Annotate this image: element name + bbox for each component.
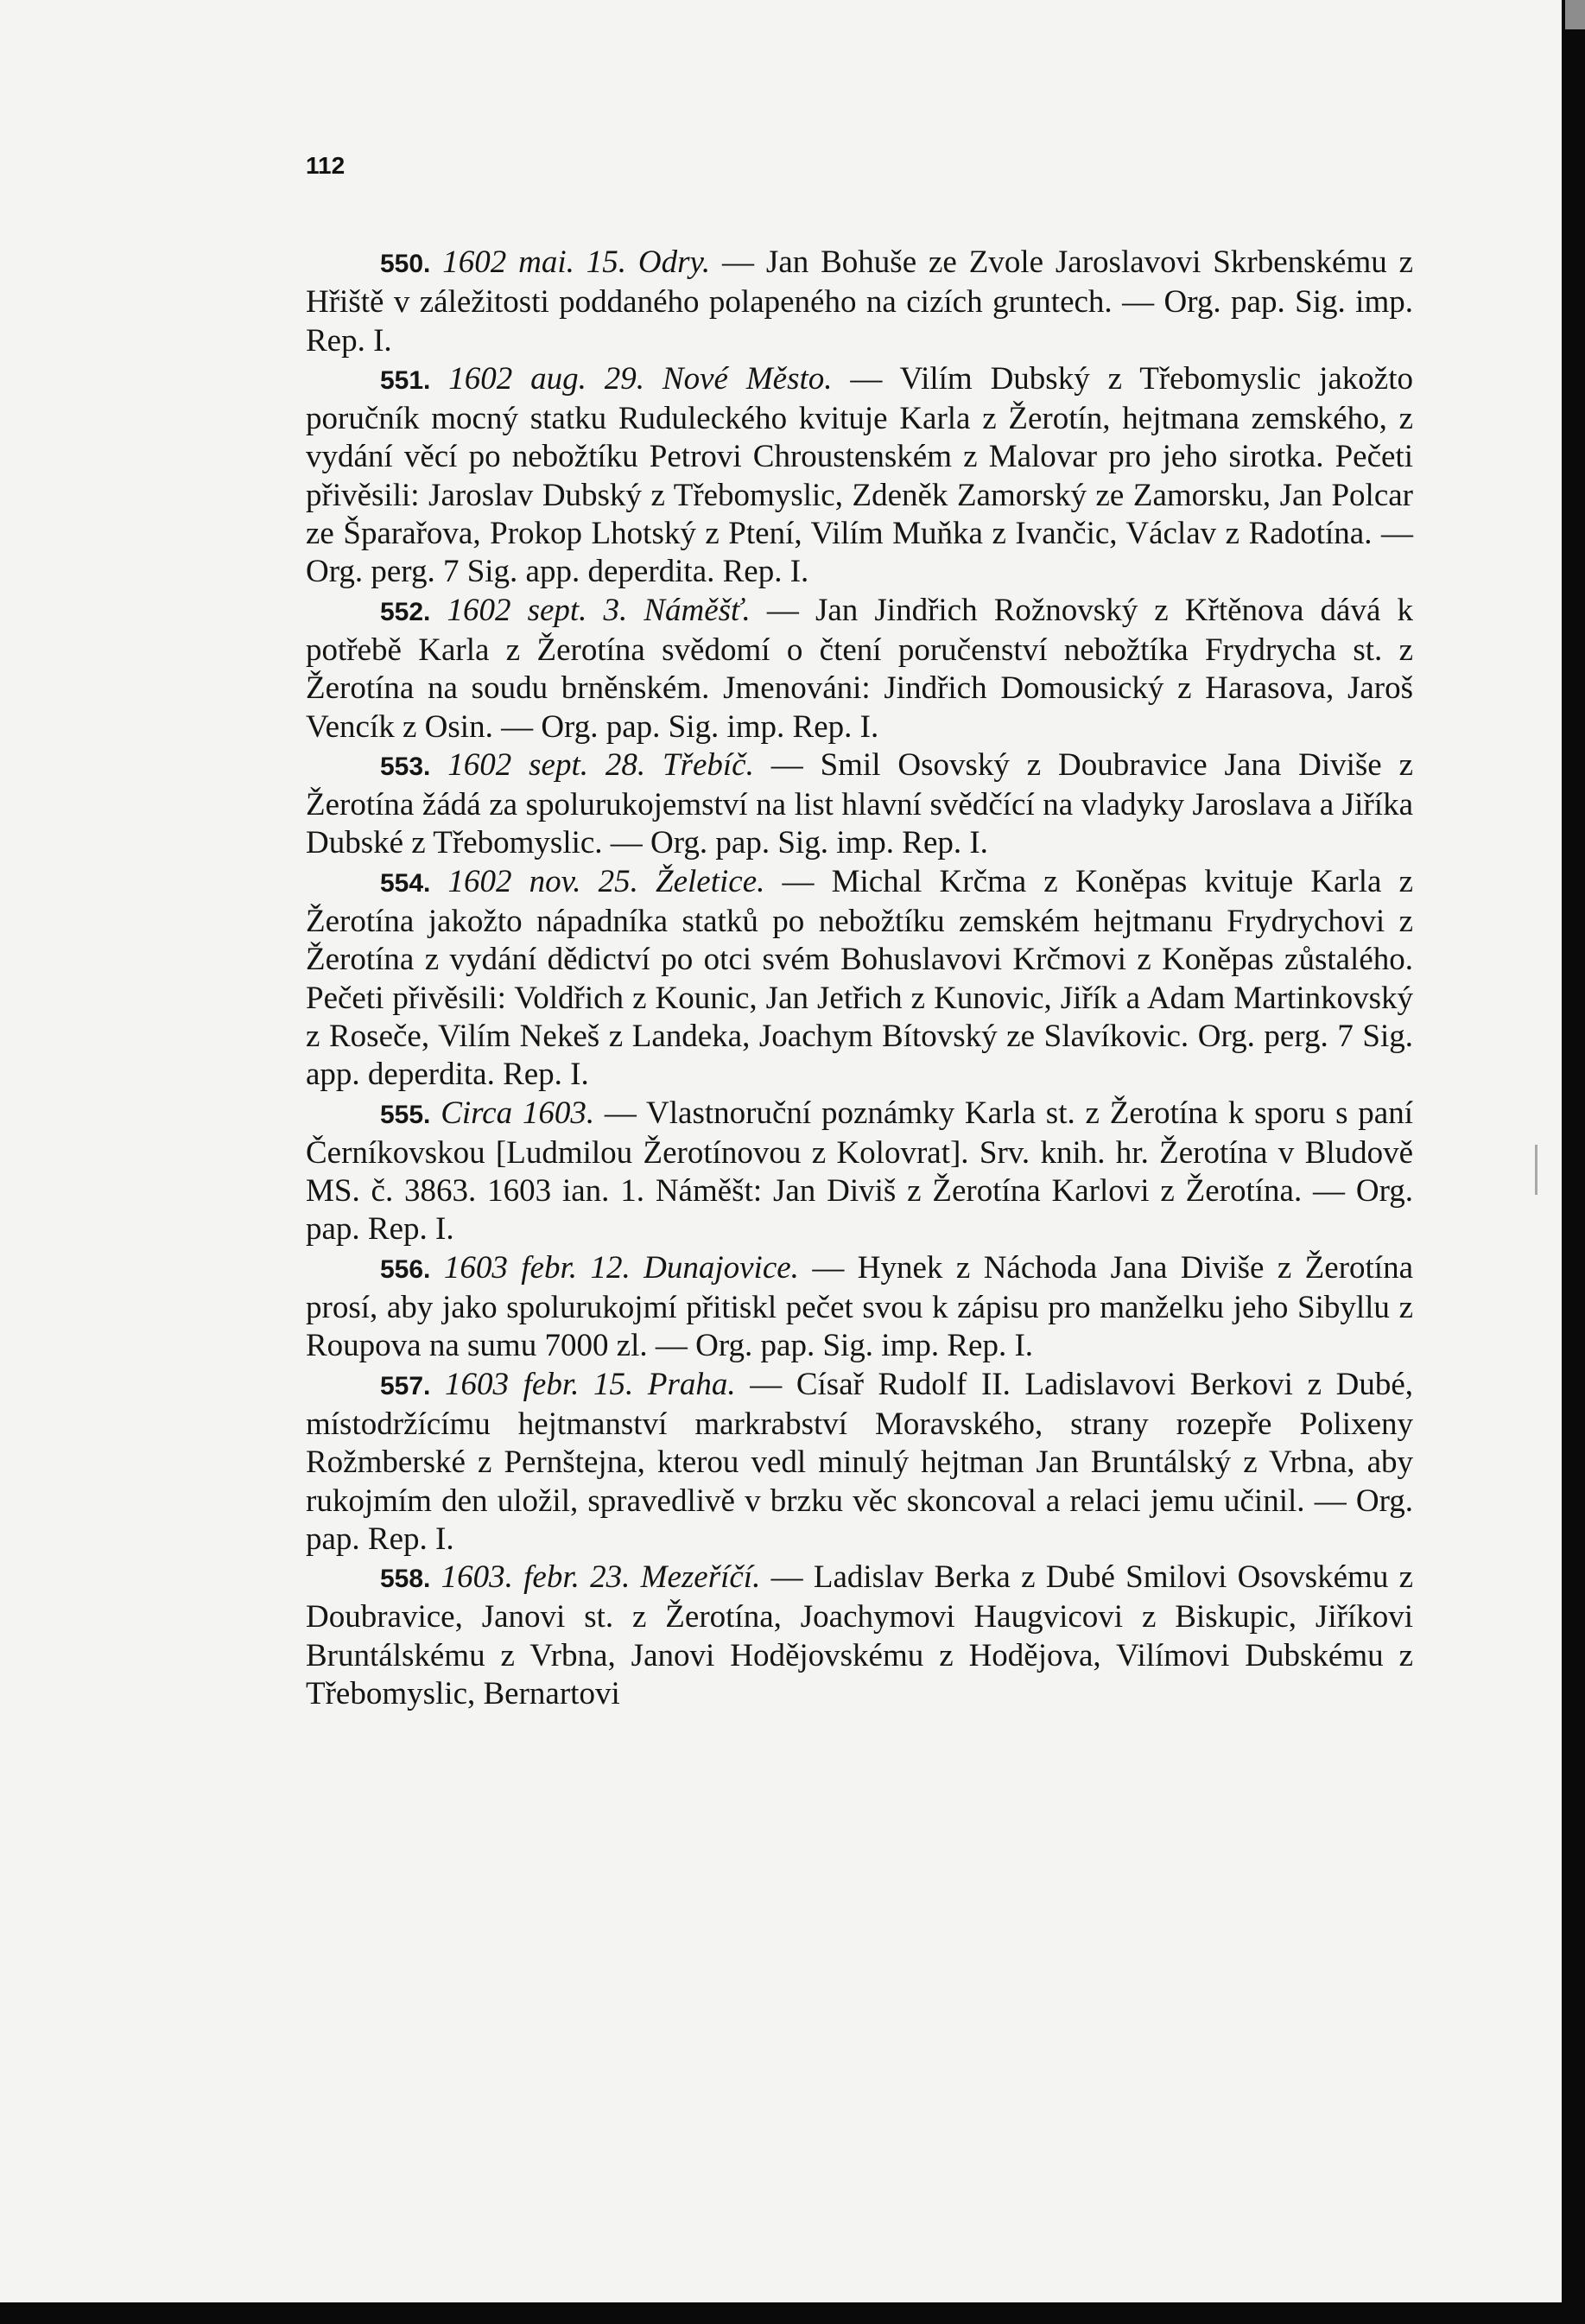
entry-557: [306, 1366, 1413, 1559]
entry-date-place: 1602 nov. 25. Želetice.: [447, 863, 765, 899]
entry-number: 550.: [380, 250, 431, 278]
entry-number: 556.: [380, 1254, 431, 1284]
entry-number: 557.: [380, 1371, 431, 1400]
entry-551: [306, 360, 1413, 592]
entry-number: 552.: [380, 597, 431, 626]
entry-553: [306, 746, 1413, 863]
entry-text: — Vlastnoruční poznámky Karla st. z Žerotína k sporu s paní Černíkovskou [Ludmilou Žerotínovou z Kolovrat]. Srv. knih. hr. Žerotína v Bludově MS. č. 3863. 1603 ian. 1. Náměšt: Jan Diviš z Žerotína Karlovi z Žerotína. — Org. pap. Rep. I.: [306, 1095, 1414, 1248]
entry-text: — Jan Bohuše ze Zvole Jaroslavovi Skrbenskému z Hřiště v záležitosti poddaného polapeného na cizích gruntech. — Org. pap. Sig. imp. Rep. I.: [306, 244, 1414, 359]
entry-554: [306, 863, 1413, 1095]
page-number: 112: [306, 152, 346, 179]
entry-number: 555.: [380, 1100, 431, 1129]
entry-555: [306, 1095, 1413, 1249]
entry-558: [306, 1559, 1413, 1713]
entry-text: — Jan Jindřich Rožnovský z Křtěnova dává k potřebě Karla z Žerotína svědomí o čtení poručenství nebožtíka Frydrycha st. z Žerotína na soudu brněnském. Jmenováni: Jindřich Domousický z Harasova, Jaroš Vencík z Osin. — Org. pap. Sig. imp. Rep. I.: [306, 592, 1413, 745]
entry-text: — Vilím Dubský z Třebomyslic jakožto poručník mocný statku Ruduleckého kvituje Karla z Žerotín, hejtmana zemského, z vydání věcí po nebožtíku Petrovi Chroustenském z Malovar pro jeho sirotka. Pečeti přivěsili: Jaroslav Dubský z Třebomyslic, Zdeněk Zamorský ze Zamorsku, Jan Polcar ze Šparařova, Prokop Lhotský z Ptení, Vilím Muňka z Ivančic, Václav z Radotína. — Org. perg. 7 Sig. app. deperdita. Rep. I.: [306, 360, 1414, 590]
entry-date-place: Circa 1603.: [441, 1095, 595, 1131]
entry-550: [306, 244, 1413, 360]
entry-556: [306, 1249, 1413, 1366]
entry-text: — Smil Osovský z Doubravice Jana Diviše z Žerotína žádá za spolurukojemství na list hlavní svědčící na vladyky Jaroslava a Jiříka Dubské z Třebomyslic. — Org. pap. Sig. imp. Rep. I.: [306, 746, 1413, 861]
entry-date-place: 1602 sept. 28. Třebíč.: [447, 746, 754, 783]
scan-border-right: [1562, 0, 1585, 2324]
scan-artifact-mark: [1535, 1145, 1537, 1195]
entry-text: — Císař Rudolf II. Ladislavovi Berkovi z Dubé, místodržícímu hejtmanství markrabství Moravského, strany rozepře Polixeny Rožmberské z Pernštejna, kterou vedl minulý hejtman Jan Bruntálský z Vrbna, aby rukojmím den uložil, spravedlivě v brzku věc skoncoval a relaci jemu učinil. — Org. pap. Rep. I.: [306, 1366, 1414, 1557]
entry-number: 551.: [380, 365, 431, 395]
entry-number: 554.: [380, 868, 431, 898]
entry-text: — Michal Krčma z Koněpas kvituje Karla z Žerotína jakožto nápadníka statků po nebožtíku zemském hejtmanu Frydrychovi z Žerotína z vydání dědictví po otci svém Bohuslavovi Krčmovi z Koněpas zůstalého. Pečeti přivěsili: Voldřich z Kounic, Jan Jetřich z Kunovic, Jiřík a Adam Martinkovský z Roseče, Vilím Nekeš z Landeka, Joachym Bítovský ze Slavíkovic. Org. perg. 7 Sig. app. deperdita. Rep. I.: [306, 863, 1413, 1093]
entry-date-place: 1603 febr. 15. Praha.: [445, 1366, 736, 1402]
scan-border-bottom: [0, 2302, 1585, 2324]
entry-number: 553.: [380, 752, 431, 781]
entry-date-place: 1603 febr. 12. Dunajovice.: [443, 1249, 799, 1286]
entry-date-place: 1603. febr. 23. Mezeříčí.: [441, 1559, 761, 1596]
entries-list: [306, 244, 1413, 1713]
entry-date-place: 1602 sept. 3. Náměšť.: [447, 592, 751, 628]
entry-552: [306, 592, 1413, 746]
scan-corner-mark: [1565, 0, 1585, 29]
entry-number: 558.: [380, 1565, 431, 1594]
entry-text: — Hynek z Náchoda Jana Diviše z Žerotína prosí, aby jako spolurukojmí přitiskl pečet svou k zápisu pro manželku jeho Sibyllu z Roupova na sumu 7000 zl. — Org. pap. Sig. imp. Rep. I.: [306, 1249, 1414, 1364]
entry-date-place: 1602 mai. 15. Odry.: [442, 244, 711, 280]
entry-date-place: 1602 aug. 29. Nové Město.: [448, 360, 833, 397]
entry-text: — Ladislav Berka z Dubé Smilovi Osovskému z Doubravice, Janovi st. z Žerotína, Joachymovi Haugvicovi z Biskupic, Jiříkovi Bruntálskému z Vrbna, Janovi Hodějovskému z Hodějova, Vilímovi Dubskému z Třebomyslic, Bernartovi: [306, 1559, 1413, 1711]
